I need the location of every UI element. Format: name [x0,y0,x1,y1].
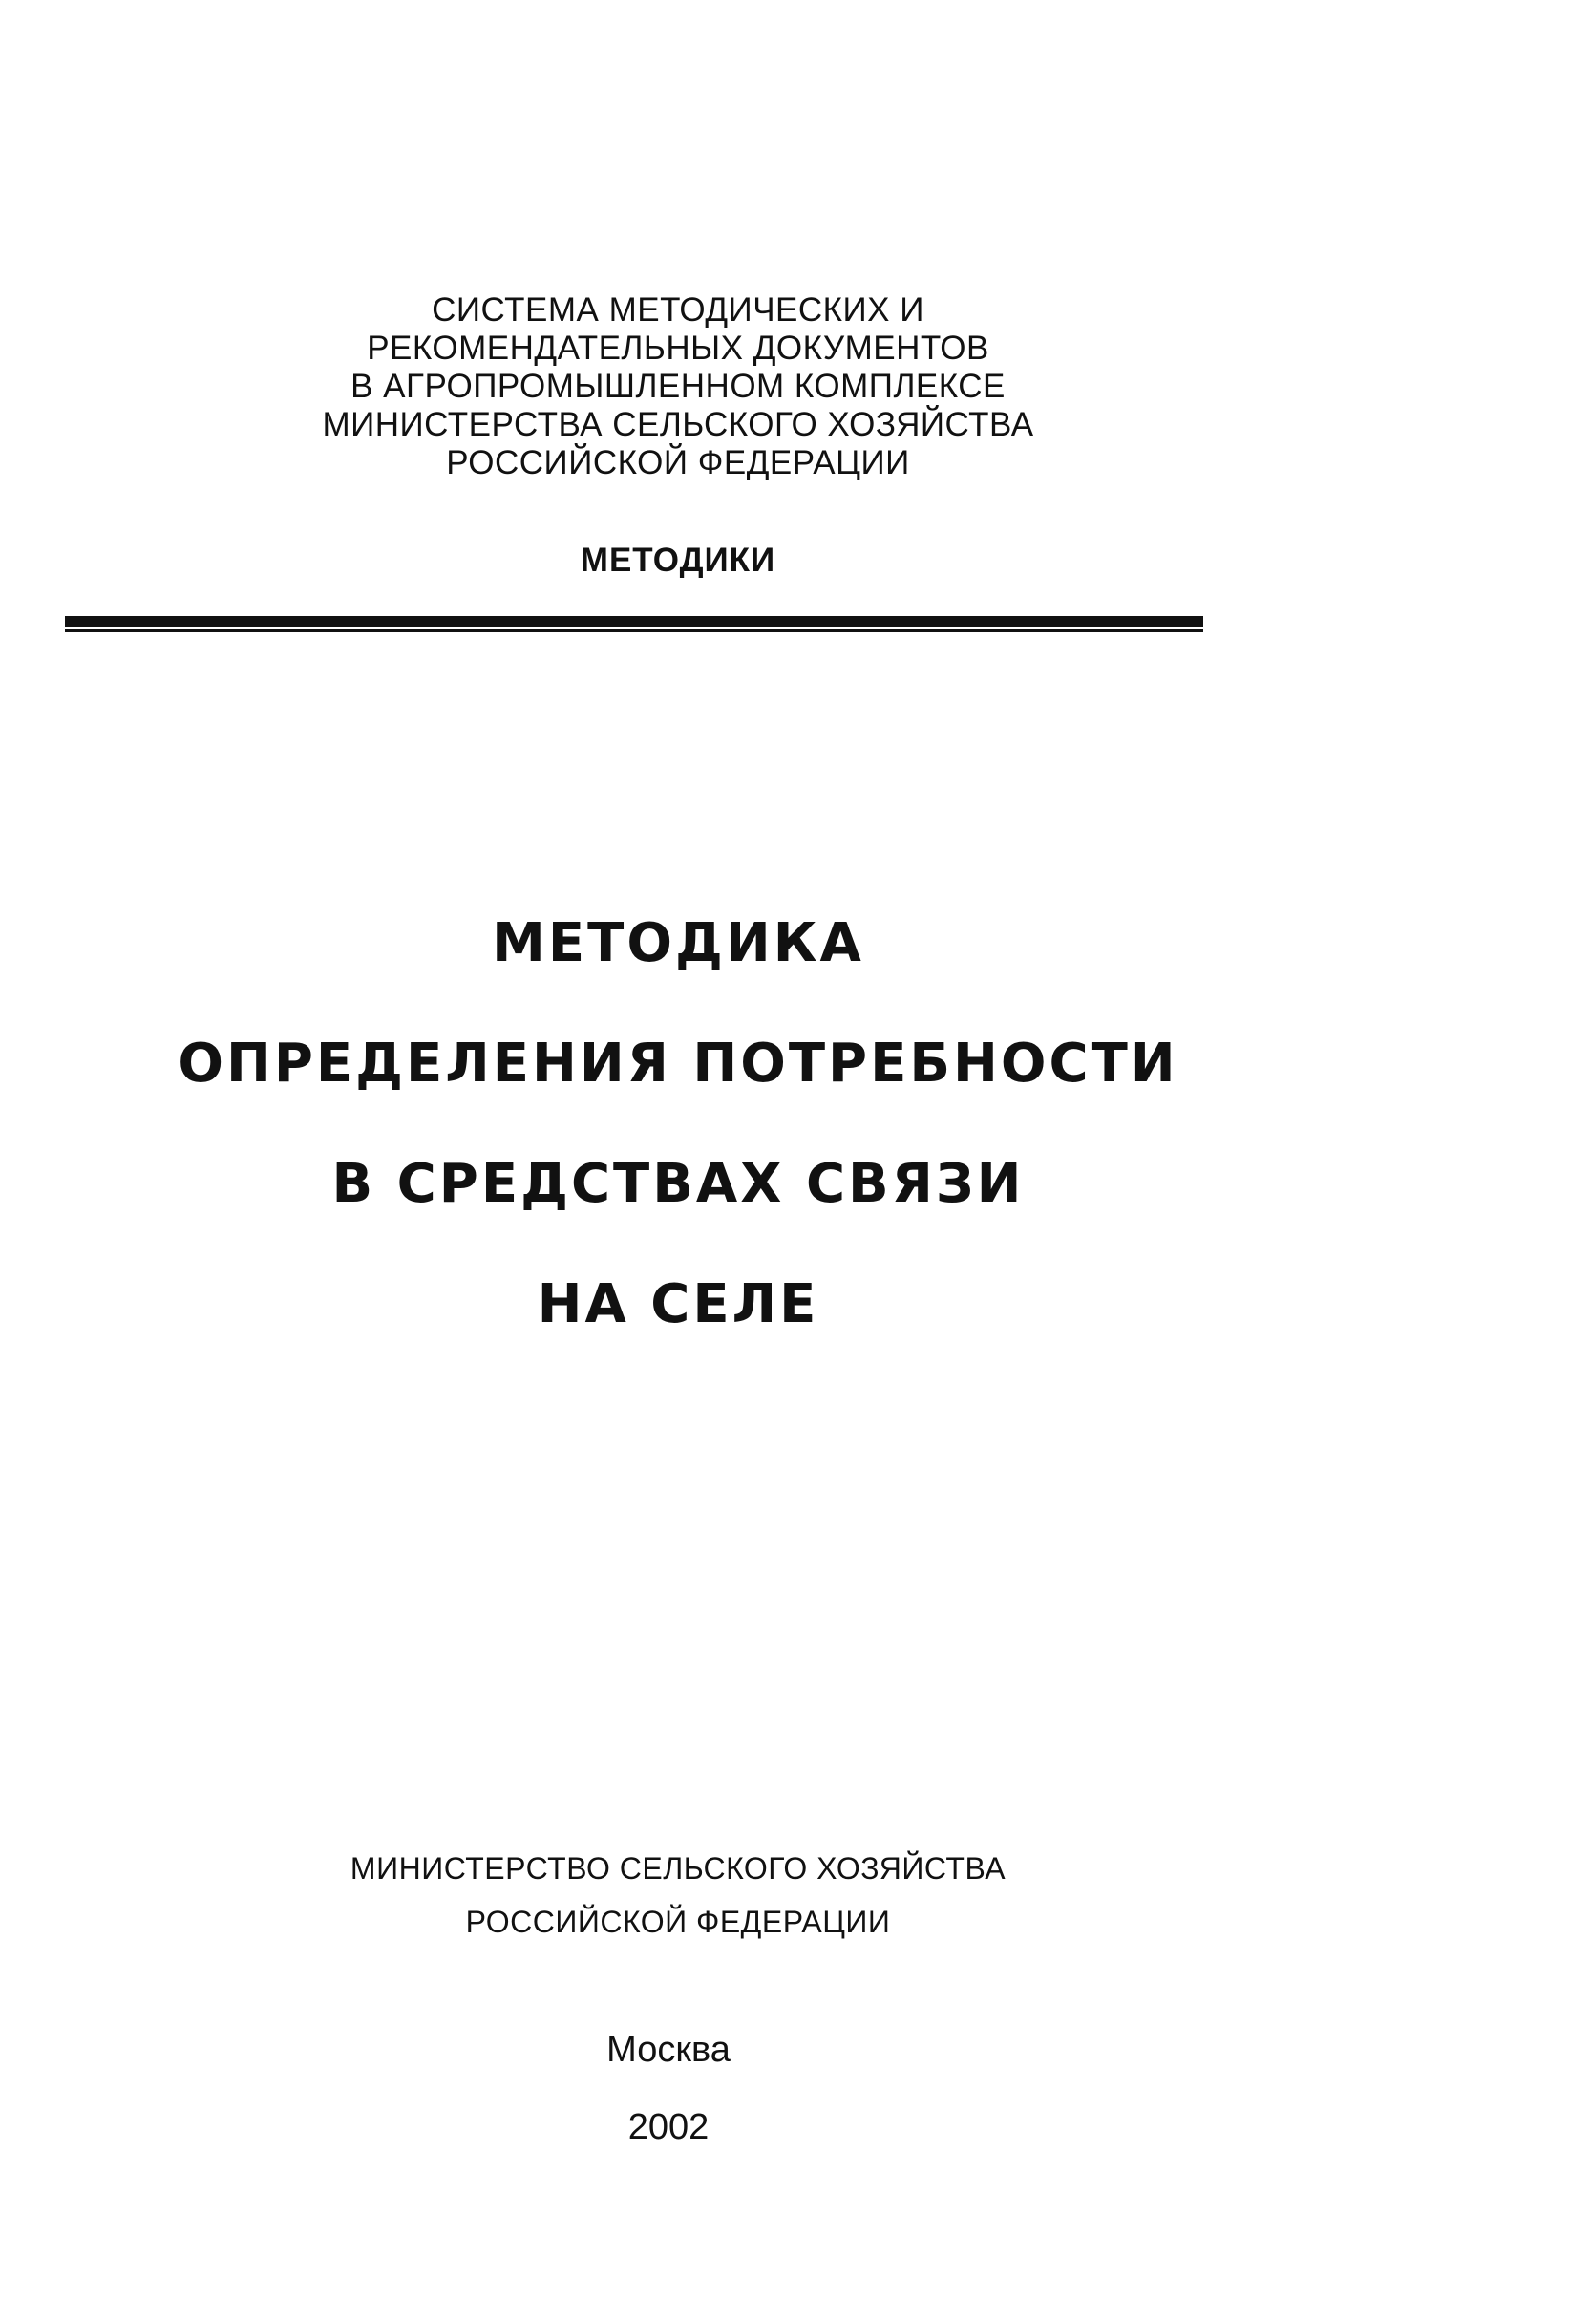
header-line: В АГРОПРОМЫШЛЕННОМ КОМПЛЕКСЕ [350,368,1006,405]
title-line: В СРЕДСТВАХ СВЯЗИ [331,1153,1025,1215]
document-title [124,884,1232,1365]
series-label: МЕТОДИКИ [580,542,776,579]
divider-thick [65,616,1203,627]
divider-rule [65,616,1203,633]
divider-thin [65,629,1203,632]
title-line: МЕТОДИКА [492,912,864,974]
title-line: НА СЕЛЕ [537,1273,819,1335]
publisher-line: МИНИСТЕРСТВО СЕЛЬСКОГО ХОЗЯЙСТВА [350,1851,1007,1886]
header-line: СИСТЕМА МЕТОДИЧЕСКИХ И [432,291,924,329]
publisher-line: РОССИЙСКОЙ ФЕДЕРАЦИИ [465,1905,891,1939]
imprint-city: Москва [606,2030,731,2070]
imprint-year: 2002 [627,2107,710,2147]
title-line: ОПРЕДЕЛЕНИЯ ПОТРЕБНОСТИ [178,1033,1178,1095]
header-line: РОССИЙСКОЙ ФЕДЕРАЦИИ [446,444,910,481]
header-line: МИНИСТЕРСТВА СЕЛЬСКОГО ХОЗЯЙСТВА [322,406,1034,443]
publisher [191,1842,1165,1949]
series-header [191,291,1165,482]
header-line: РЕКОМЕНДАТЕЛЬНЫХ ДОКУМЕНТОВ [367,330,989,367]
